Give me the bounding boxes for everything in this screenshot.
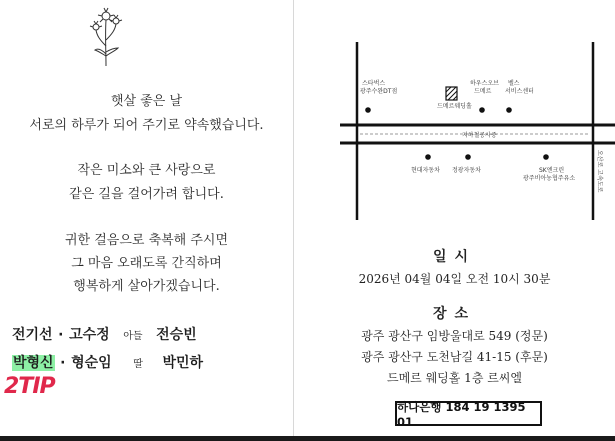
verse-line: 서로의 하루가 되어 주기로 약속했습니다. [29,118,264,133]
name-separator: · [60,355,66,371]
where-title: 장소 [432,306,477,322]
map-label-venue: 드메르웨딩홀 [437,103,472,110]
handwritten-signature: 2TIP [4,374,55,399]
map-pin-icon [365,107,371,113]
map-label-sk-2: 광주비아농협주유소 [523,175,576,182]
bride-name: 박민하 [162,355,204,371]
bride-father-name: 박형신 [13,355,54,371]
map-label-road: 지하철공사중 [462,132,497,139]
map-label-hyundai: 현대자동차 [411,167,440,174]
verse-line: 그 마음 오래도록 간직하며 [71,256,222,271]
verse-line: 작은 미소와 큰 사랑으로 [77,163,216,178]
map-label-furniture-2: 드메르 [474,88,492,95]
map-pin-icon [425,154,431,160]
address-back-gate: 광주 광산구 도천남길 41-15 (후문) [361,350,548,364]
verse-line: 같은 길을 걸어가려 합니다. [69,187,224,202]
verse-line: 행복하게 살아가겠습니다. [73,279,220,294]
map-label-starbucks-branch: 광주수완DT점 [360,88,398,95]
when-title: 일시 [432,249,477,265]
bride-family-line [12,352,203,372]
groom-mother-name: 고수정 [69,327,110,343]
groom-father-name: 전기선 [12,327,53,343]
map-pin-icon [506,107,512,113]
groom-name: 전승빈 [156,327,197,343]
map-pin-icon [479,107,485,113]
hall-name: 드메르 웨딩홀 1층 르씨엘 [387,371,522,385]
flower-icon [88,6,124,68]
map-label-bells: 벨스 [508,80,520,87]
groom-family-line [12,324,197,344]
map-label-furniture: 하우스오브 [470,80,499,87]
location-map [340,32,615,222]
map-pin-icon [543,154,549,160]
verse-line: 햇살 좋은 날 [110,94,183,109]
bottom-border [0,436,615,441]
verse-line: 귀한 걸음으로 축복해 주시면 [64,233,229,248]
groom-relation: 아들 [123,331,143,342]
bank-account-box: 하나은행 184 19 1395 01 [395,401,542,426]
bride-relation: 딸 [133,359,143,370]
venue-building-icon [446,87,457,100]
address-main-gate: 광주 광산구 임방울대로 549 (정문) [361,329,548,343]
map-label-yanggwang: 정광자동차 [452,167,481,174]
map-label-sk: SK엔크린 [539,167,565,174]
map-label-bells-2: 서비스센터 [505,88,534,95]
event-datetime: 2026년 04월 04일 오전 10시 30분 [358,272,551,286]
map-label-side-road: 오산로 고속도로 [596,150,603,193]
map-pin-icon [465,154,471,160]
bride-mother-name: 형순임 [71,355,112,371]
map-label-starbucks: 스타벅스 [362,80,386,87]
name-separator: · [58,327,64,343]
